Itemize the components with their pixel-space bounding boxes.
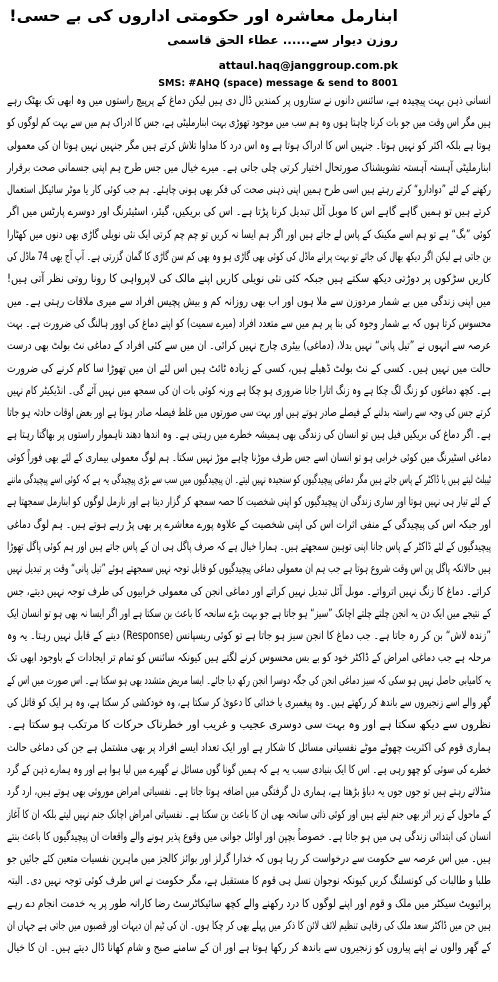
text-line-content: ہے۔ اگر دماغ کی بریکیں فیل ہیں تو انسان کی زندگی بھی ہمیشہ خطرے میں رہتی ہے۔ وہ اندھا دھند ناہموار راستوں پر بھاگتا رہتا ہے xyxy=(7,427,491,442)
text-line xyxy=(7,669,492,691)
text-line-content: ہماری قوم کی اکثریت چھوٹے موٹے نفسیاتی مسائل کا شکار ہے اور ایک تعداد ایسے افراد پر بھی مشتمل ہے جن کی دماغی حالت xyxy=(6,739,491,754)
text-line xyxy=(7,401,492,423)
text-line xyxy=(7,89,491,111)
text-line xyxy=(7,602,492,624)
text-line-content: خطرے کی سوئی کو چھو رہی ہے۔ اس کا ایک بنیادی سبب یہ ہے کہ ہمیں گونا گوں مسائل نے گھیرے میں لیا ہوا ہے اور وہ ہمارے ذہن کے گرد xyxy=(7,761,491,776)
text-line xyxy=(6,646,491,668)
text-line-content: دماغی اسٹیرنگ میں کوئی خرابی ہو تو انسان اسے جس طرف موڑنا چاہے موڑ نہیں سکتا۔ ہم لوگ معمولی بیماری کے لئے بھی فوراً کوئی xyxy=(7,449,492,464)
text-line-content: ہیں۔ میں اس عرصہ سے حکومت سے درخواست کر رہا ہوں کہ خدارا گرلز اور بوائز کالجز میں ماہرین نفسیات متعین کئے جائیں جو xyxy=(7,851,492,866)
text-line xyxy=(6,156,492,178)
article-title: ابنارمل معاشرہ اور حکومتی اداروں کی بے حسی! xyxy=(9,6,398,25)
text-line-content: پیچیدگیوں کے لئے ڈاکٹر کے پاس جانا اپنی توہین سمجھتے ہیں۔ ہمارا خیال ہے کہ صرف پاگل ہی ان کے پاس جاتے ہیں اور ہم کوئی پاگل تھوڑا xyxy=(6,538,491,553)
text-line-content: ٹیبلٹ لیتے ہیں یا ڈاکٹر کے پاس جاتے ہیں مگر دماغی پیچیدگیوں کو سنجیدہ نہیں لیتے۔ ان پیچیدگیوں میں سب سے بڑی پیچیدگی یہ ہے کہ کوئی اسے پیچیدگی ماننے xyxy=(6,472,491,487)
text-line xyxy=(7,847,492,869)
text-line xyxy=(7,513,492,535)
text-line-content: محسوس کرتا ہوں کہ بے شمار وجوہ کی بنا پر ہم میں سے متعدد افراد (میرے سمیت) کو اپنے دماغ کی اوور ہالنگ کی ضرورت ہے۔ بہت xyxy=(7,315,491,330)
text-line-content: کے لئے تیار ہی نہیں ہوتا اور ساری زندگی ان پیچیدگیوں کو اپنی شخصیت کا حصہ سمجھ کر گزار دیتا ہے اور نارمل لوگوں کو ابنارمل سمجھتا ہے xyxy=(6,494,491,509)
text-line xyxy=(7,713,491,735)
text-line-content: ابنارملیٹی آہستہ آہستہ تشویشناک صورتحال اختیار کرتی چلی جاتی ہے۔ میرے خیال میں جس طرح ہم اپنی جسمانی صحت برقرار xyxy=(6,159,492,174)
text-line-content: رکھنے کے لئے ”دوادارو“ کرتے رہتے ہیں اسی طرح ہمیں اپنی ذہنی صحت کی فکر بھی ہونی چاہئے۔ ہم جب کوئی کار یا موٹر سائیکل استعمال xyxy=(7,182,491,197)
text-line-content: ہیں جن میں ڈاکٹر سعد ملک کی رفاہی تنظیم لائف لائن کا ذکر میں پہلے بھی کر چکا ہوں۔ ان کی ٹیم ان دیہات اور قصبوں میں جاتی ہے جہاں ان xyxy=(7,917,492,932)
text-line xyxy=(6,468,491,490)
text-line-content: کے گھر والوں نے اپنے پیاروں کو زنجیروں سے باندھ کر رکھا ہوتا ہے اور ان کے سامنے صبح و شام کھانا ڈال دیتے ہیں۔ ان کا خیال xyxy=(7,940,492,955)
text-line xyxy=(6,379,491,401)
sms-instructions: SMS: #AHQ (space) message & send to 8001 xyxy=(158,78,398,89)
text-line xyxy=(7,423,491,445)
text-line xyxy=(6,290,491,312)
text-line xyxy=(6,223,492,245)
text-line-content: کراتے۔ دماغ کا زنگ نہیں اترواتے۔ موبل آئل تبدیل نہیں کراتے اور دماغی انجن کی معمولی خرابیوں کی طرف توجہ نہیں دیتے، جس xyxy=(6,583,491,598)
text-line-content: یہ کامیابی حاصل نہیں ہو سکی کہ سیز دماغی انجن کی جگہ دوسرا انجن رکھ دیا جائے۔ ایسا مریض متشدد بھی ہو سکتا ہے۔ اس صورت میں اس کے xyxy=(7,672,492,687)
text-line-content: اور جبکہ اس کی پیچیدگی کے منفی اثرات اس کی اپنی شخصیت کے علاوہ پورے معاشرے پر بھی پڑ رہے ہوتے ہیں۔ ہم لوگ دماغی xyxy=(7,516,492,531)
text-line-content: نظروں سے دیکھ سکتا ہے اور وہ بہت سی دوسری عجیب و غریب اور خطرناک حرکات کا مرتکب ہو سکتا ہے۔ xyxy=(7,717,491,732)
text-line xyxy=(7,557,491,579)
text-line xyxy=(7,758,491,780)
text-line xyxy=(6,490,491,512)
text-line-content: کرتے ہیں تو ہمیں گاہے گاہے اس کا موبل آئل تبدیل کرنا پڑتا ہے۔ اس کی بریکیں، گیئر، اسٹیئرنگ اور دوسرے پارٹس میں اگر xyxy=(7,204,492,219)
text-line xyxy=(6,624,492,646)
text-line xyxy=(7,312,491,334)
text-line-content: کے نتیجے میں ایک دن یہ انجن چلتے چلتے اچانک ”سیز“ ہو جاتا ہے جو بہت بڑے سانحہ کا باعث بن سکتا ہے اور اگر ایسا نہ بھی ہو تو انسان ایک xyxy=(7,605,492,620)
text-line-content: منڈلاتے رہتے ہیں تو جوں جوں یہ دباؤ بڑھتا ہے، ہماری دل گرفتگی میں اضافہ ہوتا جاتا ہے۔ نفسیاتی امراض موروثی بھی ہوتے ہیں، ارد گرد xyxy=(7,784,492,799)
text-line xyxy=(7,134,491,156)
text-line-content: ہوتا ہے بلکہ اکثر کو نہیں ہوتا۔ جنہیں اس کا ادراک ہوتا ہے وہ اس درد کا مداوا تلاش کرتے ہیں مگر جنہیں نہیں ہوتا ان کی معمولی xyxy=(7,137,491,152)
text-line-content: طلبا و طالبات کی کونسلنگ کریں کیونکہ نوجوان نسل ہی قوم کا مستقبل ہے، مگر حکومت نے اس طرف کوئی توجہ نہیں دی۔ البتہ xyxy=(7,873,492,888)
text-line xyxy=(6,825,491,847)
text-line xyxy=(7,803,491,825)
text-line-content: عرصہ سے انہوں نے ”تیل پانی“ نہیں بدلا، (دماغی) بیٹری چارج نہیں کرائی۔ ان میں سے کئی افراد کے دماغی نٹ بولٹ بھی درست xyxy=(6,338,491,353)
text-line xyxy=(7,914,492,936)
text-line xyxy=(7,936,492,958)
text-line xyxy=(7,780,492,802)
text-line-content: ہیں حالانکہ پاگل پن اس وقت شروع ہوتا ہے جب ہم ان معمولی دماغی پیچیدگیوں کو قابل توجہ نہیں سمجھتے ہوئے ”تیل پانی“ وقت پر تبدیل نہیں xyxy=(7,561,491,576)
text-line xyxy=(7,691,492,713)
article-body xyxy=(7,89,491,959)
text-line-content: ”زندہ لاش“ بن کر رہ جاتا ہے۔ جب دماغ کا انجن سیز ہو جاتا ہے تو کوئی ریسپانس (Response) دینے کے قابل نہیں رہتا۔ یہ وہ xyxy=(6,628,492,643)
text-line-content: کرتے جس کی وجہ سے راستہ بدلنے کے فیصلے صادر ہوتے ہیں اور بہت سی صورتوں میں غلط فیصلہ صادر ہوتا ہے اور بعض اوقات حادثہ ہو جاتا xyxy=(7,405,492,420)
text-line xyxy=(7,200,492,222)
text-line xyxy=(6,580,491,602)
text-line-content: پرائیویٹ سیکٹر میں ملک و قوم اور اپنے لوگوں کا درد رکھنے والے کچھ سائیکاٹرسٹ رضا کارانہ طور پر یہ خدمت انجام دے رہے xyxy=(7,895,491,910)
column-header xyxy=(9,4,398,91)
text-line xyxy=(7,267,492,289)
text-line xyxy=(6,736,491,758)
text-line-content: مرحلہ ہے جب دماغی امراض کے ڈاکٹر خود کو بے بس محسوس کرنے لگتے ہیں کیونکہ سائنس کو تمام تر ایجادات کے باوجود ابھی تک xyxy=(6,650,491,665)
text-line-content: گھر والے اسے زنجیروں سے باندھ کر رکھتے ہیں۔ وہ پیغمبری یا خدائی کا دعویٰ کر سکتا ہے، وہ خودکشی کر سکتا ہے، وہ ہر ایک کو قاتل کی xyxy=(7,695,492,710)
text-line-content: کے ماحول کے زیر اثر بھی جنم لیتے ہیں اور کوئی ذاتی سانحہ بھی ان کا باعث بن سکتا ہے۔ نفسیاتی امراض اچانک جنم نہیں لیتے بلکہ ان کا آغاز xyxy=(7,806,491,821)
text-line-content: حالت میں نہیں ہیں۔ کسی کے نٹ بولٹ ڈھیلے ہیں، کسی کے زیادہ ٹائٹ ہیں اس لئے ان میں تھوڑا سا کام کرنے کی ضرورت xyxy=(6,360,491,375)
text-line xyxy=(6,357,491,379)
text-line-content: ہے۔ کچھ دماغوں کو زنگ لگ چکا ہے وہ زنگ اتارا جانا ضروری ہو چکا ہے ورنہ کوئی بات ان کی سمجھ میں نہیں آئے گی۔ انڈیکیٹر کام نہیں xyxy=(6,382,491,397)
text-line xyxy=(7,111,492,133)
text-line xyxy=(7,869,492,891)
text-line xyxy=(7,178,491,200)
text-line xyxy=(7,892,491,914)
text-line-content: انسان کی ابتدائی زندگی ہی میں ہو جاتا ہے۔ خصوصاً بچپن اور اوائل جوانی میں وقوع پذیر ہونے والے واقعات ان پیچیدگیوں کا باعث بنتے xyxy=(6,828,491,843)
text-line-content: ہیں مگر اس وقت میں جو بات کرنا چاہتا ہوں وہ ہم سب میں موجود تھوڑی بہت ابنارملیٹی ہے، جس کا ادراک ہم میں سے بہت کم لوگوں کو xyxy=(7,115,492,130)
text-line-content: کاریں سڑکوں پر دوڑتی دیکھ سکتے ہیں جبکہ کئی نئی نویلی کاریں اپنے مالک کی لاپرواہی کا رونا روتی نظر آتی ہیں! xyxy=(7,271,492,286)
column-byline: روزن دیوار سے...... عطاء الحق قاسمی xyxy=(167,33,398,47)
text-line-content: میں اپنی زندگی میں بے شمار مردوزن سے ملا ہوں اور اب بھی روزانہ کم و بیش پچیس افراد سے میری ملاقات رہتی ہے۔ میں xyxy=(6,293,491,308)
author-email: attaul.haq@janggroup.com.pk xyxy=(218,60,398,72)
text-line-content: انسانی ذہن بہت پیچیدہ ہے، سائنس دانوں نے ستاروں پر کمندیں ڈال دی ہیں لیکن دماغ کے پرپیچ راستوں میں وہ ابھی تک بھٹک رہے xyxy=(7,93,491,107)
text-line xyxy=(6,334,491,356)
text-line-content: کوئی ”بگ“ ہے تو ہم اسے مکینک کے پاس لے جاتے ہیں اور اگر ہم ایسا نہ کریں تو چم چم کرتی ایک نئی نویلی گاڑی بھی دنوں میں کھٹارا xyxy=(6,226,492,241)
text-line xyxy=(7,446,492,468)
text-line xyxy=(6,535,491,557)
text-line-content: بن جاتی ہے لیکن اگر دیکھ بھال کی جائے تو بہت پرانے ماڈل کی کوئی بھی گاڑی ہو وہ بھی کم سن گاڑی کا گمان گزرتی ہے۔ آپ آج بھی 74 ماڈل کی xyxy=(7,249,491,264)
text-line xyxy=(7,245,491,267)
